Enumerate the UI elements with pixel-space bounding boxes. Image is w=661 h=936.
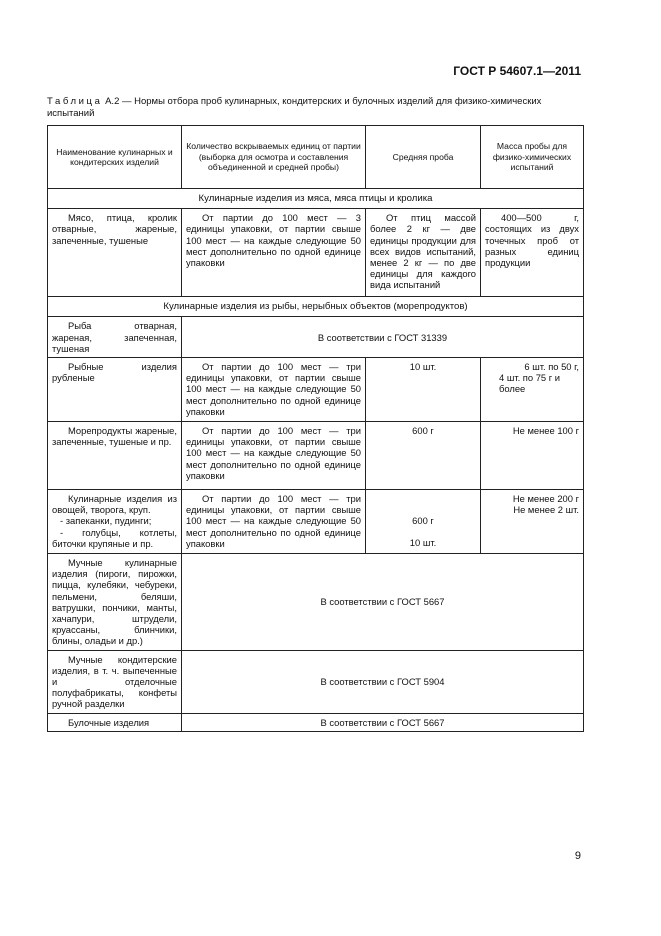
cell-sample: 600 г — [366, 422, 481, 490]
table-row — [48, 209, 584, 297]
cell-name: Рыба отварная, жареная, запеченная, тушеная — [48, 317, 182, 358]
cell-sample — [366, 490, 481, 554]
header-average-sample: Средняя проба — [366, 126, 481, 189]
cell-mass — [481, 490, 584, 554]
section-fish: Кулинарные изделия из рыбы, нерыбных объектов (морепродуктов) — [48, 297, 584, 317]
cell-name: Рыбные изделия рубленые — [48, 358, 182, 422]
cell-mass — [481, 358, 584, 422]
name-main: Кулинарные изделия из овощей, творога, круп. — [52, 493, 177, 516]
cell-merged-standard: В соответствии с ГОСТ 5904 — [182, 650, 584, 713]
cell-merged-standard: В соответствии с ГОСТ 5667 — [182, 554, 584, 651]
sampling-norms-table — [47, 125, 584, 732]
table-row — [48, 358, 584, 422]
header-sample-mass: Масса пробы для физико-химических испытаний — [481, 126, 584, 189]
table-caption-label: Таблица — [47, 96, 103, 107]
cell-merged-standard: В соответствии с ГОСТ 5667 — [182, 713, 584, 731]
cell-name: Мучные кулинарные изделия (пироги, пирожки, пицца, кулебяки, чебуреки, пельмени, беляши, ватрушки, пончики, манты, хачапури, штрудели, круассаны, блинчики, блины, оладьи и др.) — [48, 554, 182, 651]
cell-name: Мучные кондитерские изделия, в т. ч. выпеченные и отделочные полуфабрикаты, конфеты ручной разделки — [48, 650, 182, 713]
cell-sample: 10 шт. — [366, 358, 481, 422]
standard-code: ГОСТ Р 54607.1—2011 — [453, 64, 581, 78]
section-row — [48, 189, 584, 209]
sample-value: 600 г — [412, 515, 434, 527]
table-row — [48, 317, 584, 358]
page-number: 9 — [574, 850, 581, 862]
mass-line: Не менее 2 шт. — [513, 504, 579, 516]
table-caption — [47, 96, 587, 120]
cell-sample: От птиц массой более 2 кг — две единицы продукции для всех видов испытаний, менее 2 кг — по две единицы для каждого вида испытаний — [366, 209, 481, 297]
sample-value: 10 шт. — [409, 537, 437, 549]
name-sub: - голубцы, котлеты, биточки крупяные и пр. — [52, 526, 177, 549]
cell-count: От партии до 100 мест — три единицы упаковки, от партии свыше 100 мест — на каждые следующие 50 мест дополнительно по одной единице упаковки — [182, 490, 366, 554]
header-product-name: Наименование кулинарных и кондитерских изделий — [48, 126, 182, 189]
mass-line: 6 шт. по 50 г, — [524, 361, 579, 373]
mass-line: 4 шт. по 75 г и более — [499, 372, 560, 395]
cell-count: От партии до 100 мест — три единицы упаковки, от партии свыше 100 мест — на каждые следующие 50 мест дополнительно по одной единице упаковки — [182, 422, 366, 490]
table-header-row — [48, 126, 584, 189]
cell-name: Мясо, птица, кролик отварные, жареные, запеченные, тушеные — [48, 209, 182, 297]
cell-merged-standard: В соответствии с ГОСТ 31339 — [182, 317, 584, 358]
section-row — [48, 297, 584, 317]
table-row — [48, 650, 584, 713]
cell-mass: Не менее 100 г — [481, 422, 584, 490]
cell-mass: 400—500 г, состоящих из двух точечных проб от разных единиц продукции — [481, 209, 584, 297]
mass-line: Не менее 200 г — [512, 493, 579, 505]
section-meat: Кулинарные изделия из мяса, мяса птицы и кролика — [48, 189, 584, 209]
cell-name: Морепродукты жареные, запеченные, тушеные и пр. — [48, 422, 182, 490]
cell-name — [48, 490, 182, 554]
table-row — [48, 713, 584, 731]
name-sub: - запеканки, пудинги; — [60, 515, 152, 527]
table-caption-text: А.2 — Нормы отбора проб кулинарных, кондитерских и булочных изделий для физико-химических испытаний — [47, 96, 542, 119]
cell-name: Булочные изделия — [48, 713, 182, 731]
header-unit-count: Количество вскрываемых единиц от партии (выборка для осмотра и составления объединенной и средней пробы) — [182, 126, 366, 189]
table-row — [48, 554, 584, 651]
cell-count: От партии до 100 мест — 3 единицы упаковки, от партии свыше 100 мест — на каждые следующие 50 мест дополнительно по одной единице упаковки — [182, 209, 366, 297]
table-row — [48, 422, 584, 490]
cell-count: От партии до 100 мест — три единицы упаковки, от партии свыше 100 мест — на каждые следующие 50 мест дополнительно по одной единице упаковки — [182, 358, 366, 422]
table-row — [48, 490, 584, 554]
